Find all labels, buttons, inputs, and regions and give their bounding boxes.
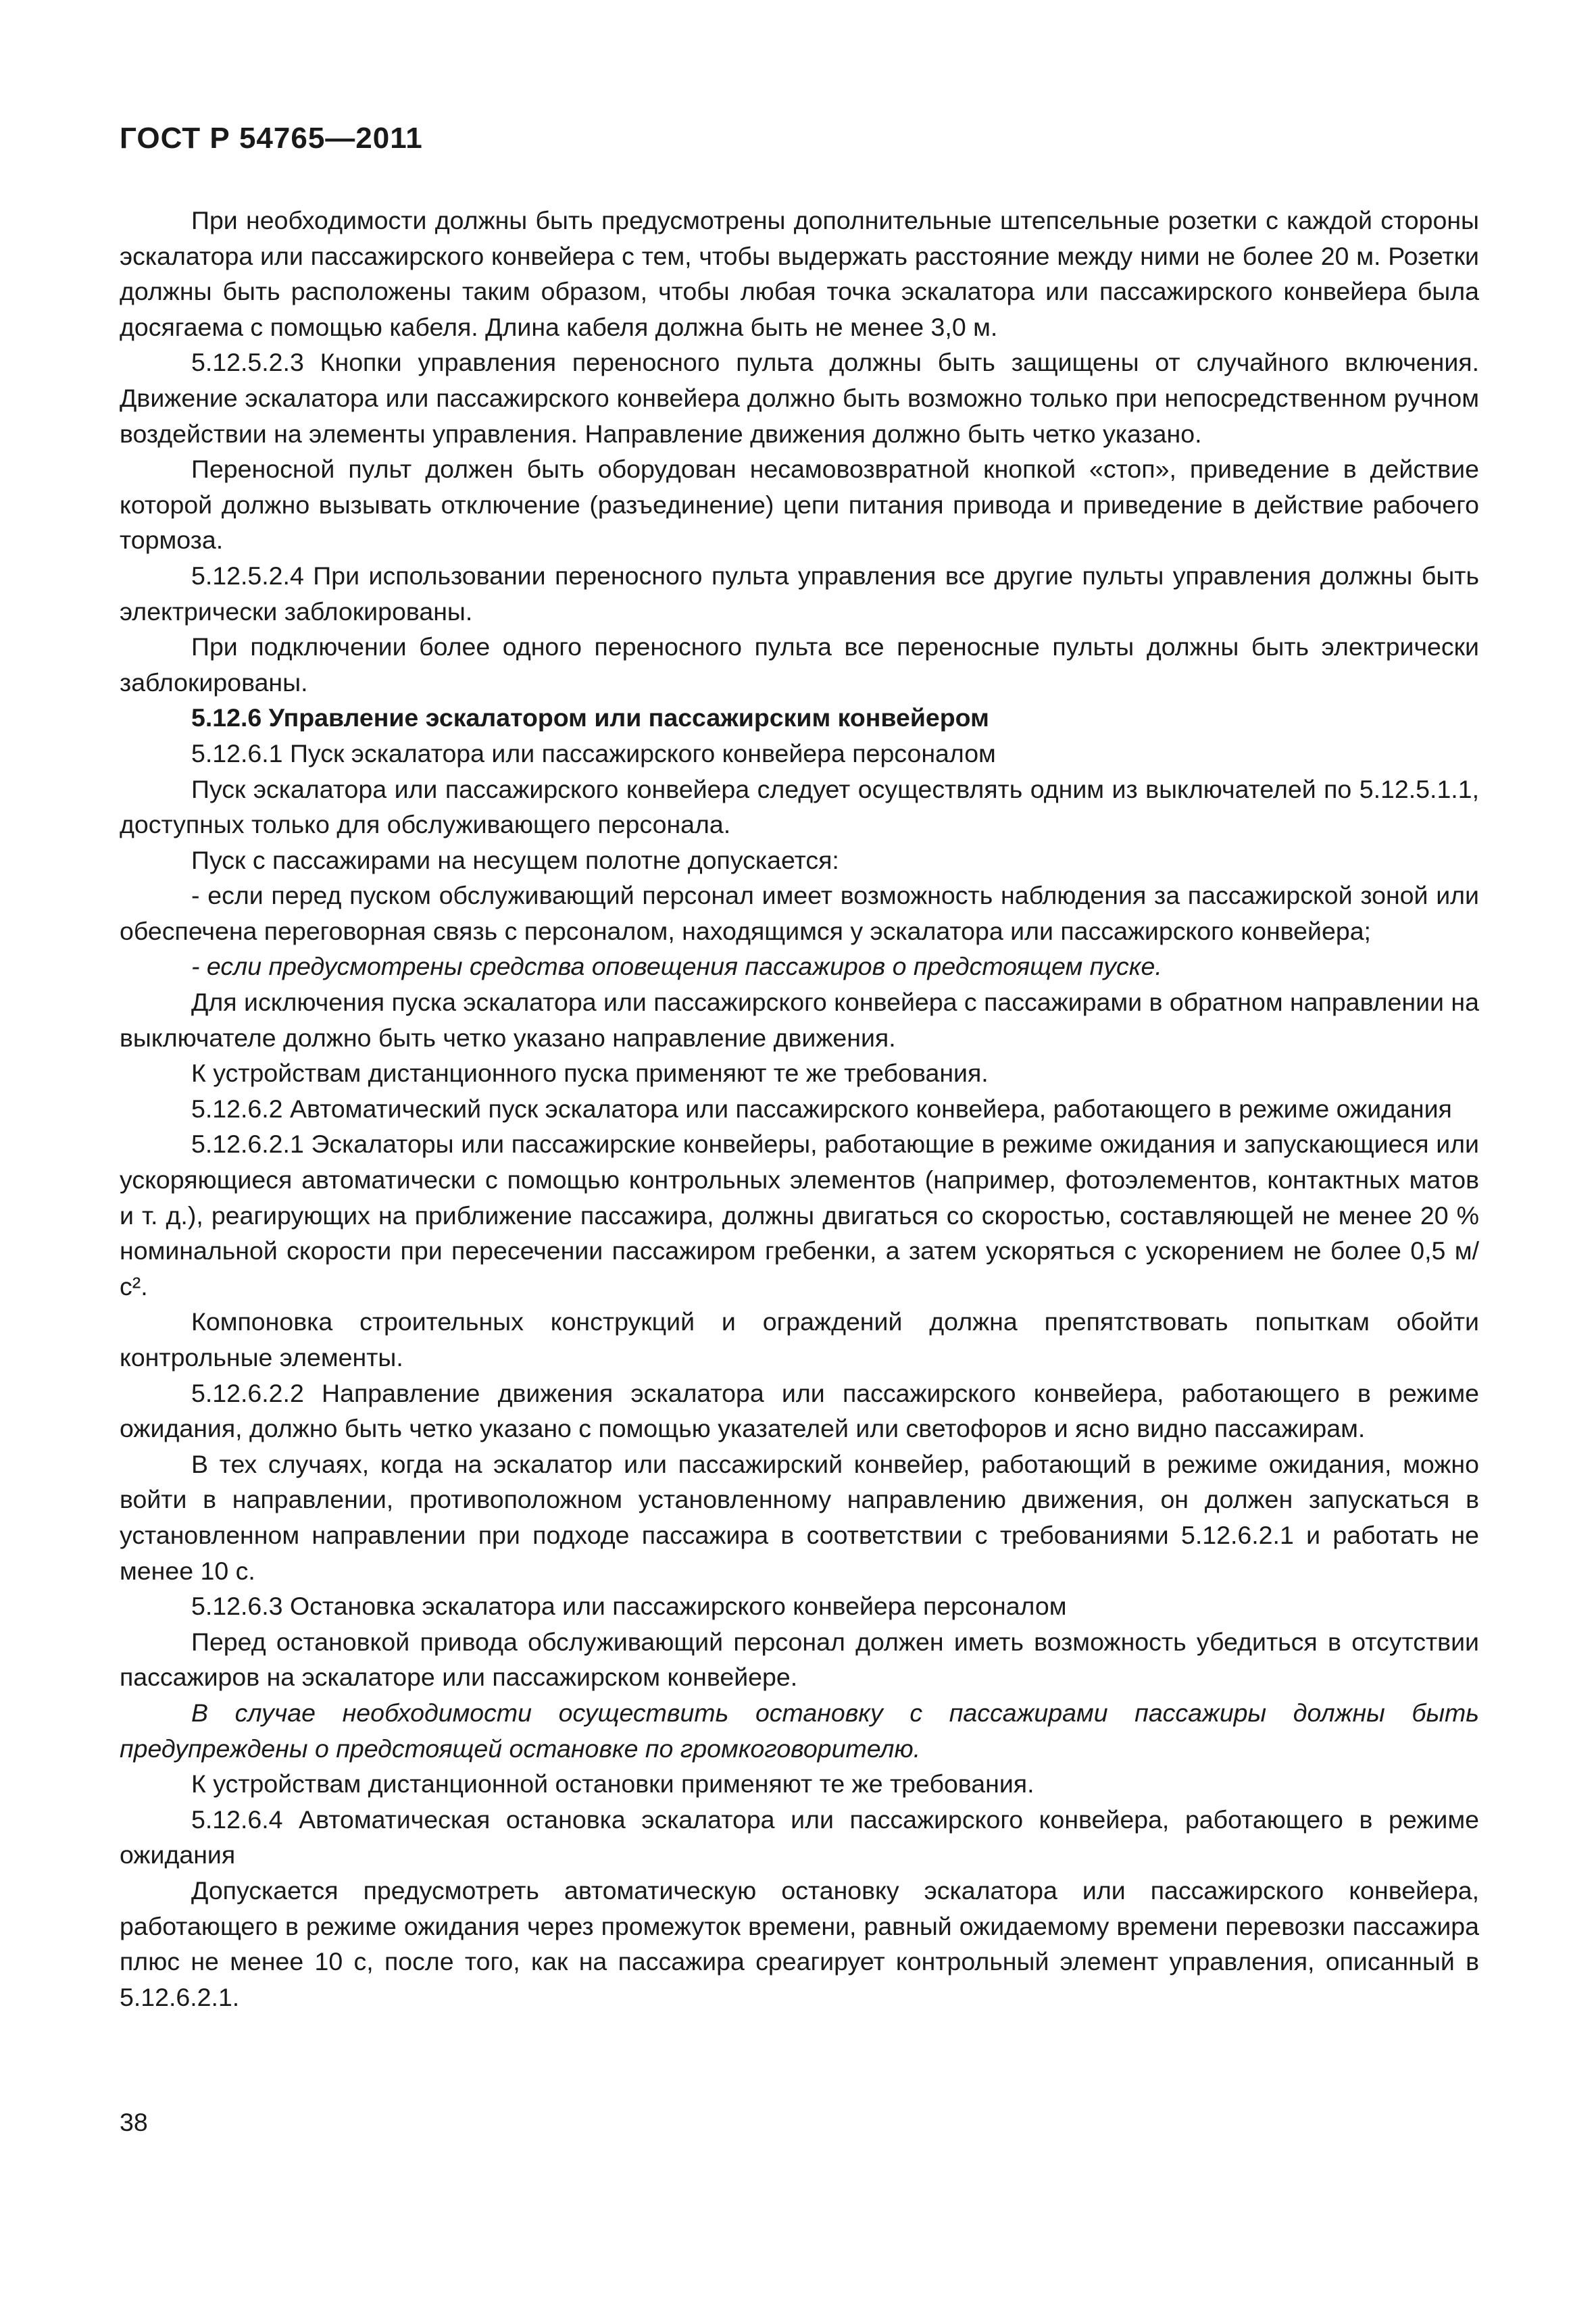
paragraph: К устройствам дистанционной остановки применяют те же требования.	[191, 1769, 1034, 1799]
standard-header: ГОСТ Р 54765—2011	[120, 122, 423, 155]
paragraph: 5.12.5.2.3 Кнопки управления переносного пульта должны быть защищены от случайного включения. Движение эскалатора или пассажирского конвейера должно быть возможно только при непосредственном ручном воздействии на элементы управления. Направление движения должно быть четко указано.	[120, 348, 1479, 448]
paragraph: Перед остановкой привода обслуживающий персонал должен иметь возможность убедиться в отсутствии пассажиров на эскалаторе или пассажирском конвейере.	[120, 1627, 1479, 1692]
paragraph: В случае необходимости осуществить остановку с пассажирами пассажиры должны быть предупреждены о предстоящей остановке по громкоговорителю.	[120, 1698, 1479, 1763]
paragraph: 5.12.6.1 Пуск эскалатора или пассажирского конвейера персоналом	[191, 738, 996, 768]
paragraph: В тех случаях, когда на эскалатор или пассажирский конвейер, работающий в режиме ожидания, можно войти в направлении, противоположном установленному направлению движения, он должен запускаться в установленном направлении при подходе пассажира в соответствии с требованиями 5.12.6.2.1 и работать не менее 10 с.	[120, 1449, 1479, 1585]
paragraph: При необходимости должны быть предусмотрены дополнительные штепсельные розетки с каждой стороны эскалатора или пассажирского конвейера с тем, чтобы выдержать расстояние между ними не более 20 м. Розетки должны быть расположены таким образом, чтобы любая точка эскалатора или пассажирского конвейера была досягаема с помощью кабеля. Длина кабеля должна быть не менее 3,0 м.	[120, 206, 1479, 341]
section-heading: 5.12.6 Управление эскалатором или пассажирским конвейером	[191, 703, 989, 732]
paragraph: 5.12.6.3 Остановка эскалатора или пассажирского конвейера персоналом	[191, 1592, 1067, 1621]
paragraph: Пуск эскалатора или пассажирского конвейера следует осуществлять одним из выключателей по 5.12.5.1.1, доступных только для обслуживающего персонала.	[120, 774, 1479, 839]
paragraph: Для исключения пуска эскалатора или пассажирского конвейера с пассажирами в обратном направлении на выключателе должно быть четко указано направление движения.	[120, 988, 1479, 1052]
paragraph: Компоновка строительных конструкций и ограждений должна препятствовать попыткам обойти контрольные элементы.	[120, 1307, 1479, 1372]
paragraph: - если перед пуском обслуживающий персонал имеет возможность наблюдения за пассажирской зоной или обеспечена переговорная связь с персоналом, находящимся у эскалатора или пассажирского конвейера;	[120, 881, 1479, 945]
paragraph: 5.12.6.2 Автоматический пуск эскалатора или пассажирского конвейера, работающего в режиме ожидания	[191, 1094, 1452, 1123]
paragraph: 5.12.5.2.4 При использовании переносного пульта управления все другие пульты управления должны быть электрически заблокированы.	[120, 561, 1479, 626]
paragraph: 5.12.6.2.1 Эскалаторы или пассажирские конвейеры, работающие в режиме ожидания и запускающиеся или ускоряющиеся автоматически с помощью контрольных элементов (например, фотоэлементов, контактных матов и т. д.), реагирующих на приближение пассажира, должны двигаться со скоростью, составляющей не менее 20 % номинальной скорости при пересечении пассажиром гребенки, а затем ускоряться с ускорением не более 0,5 м/с².	[120, 1130, 1479, 1301]
paragraph: - если предусмотрены средства оповещения пассажиров о предстоящем пуске.	[191, 952, 1162, 981]
paragraph: 5.12.6.2.2 Направление движения эскалатора или пассажирского конвейера, работающего в режиме ожидания, должно быть четко указано с помощью указателей или светофоров и ясно видно пассажирам.	[120, 1378, 1479, 1443]
document-body	[120, 203, 1479, 2015]
paragraph: Допускается предусмотреть автоматическую остановку эскалатора или пассажирского конвейера, работающего в режиме ожидания через промежуток времени, равный ожидаемому времени перевозки пассажира плюс не менее 10 с, после того, как на пассажира среагирует контрольный элемент управления, описанный в 5.12.6.2.1.	[120, 1876, 1479, 2011]
paragraph: 5.12.6.4 Автоматическая остановка эскалатора или пассажирского конвейера, работающего в режиме ожидания	[120, 1805, 1479, 1869]
page-number: 38	[120, 2108, 148, 2136]
paragraph: При подключении более одного переносного пульта все переносные пульты должны быть электрически заблокированы.	[120, 632, 1479, 697]
paragraph: К устройствам дистанционного пуска применяют те же требования.	[191, 1059, 989, 1088]
paragraph: Пуск с пассажирами на несущем полотне допускается:	[191, 845, 839, 874]
paragraph: Переносной пульт должен быть оборудован несамовозвратной кнопкой «стоп», приведение в действие которой должно вызывать отключение (разъединение) цепи питания привода и приведение в действие рабочего тормоза.	[120, 455, 1479, 555]
